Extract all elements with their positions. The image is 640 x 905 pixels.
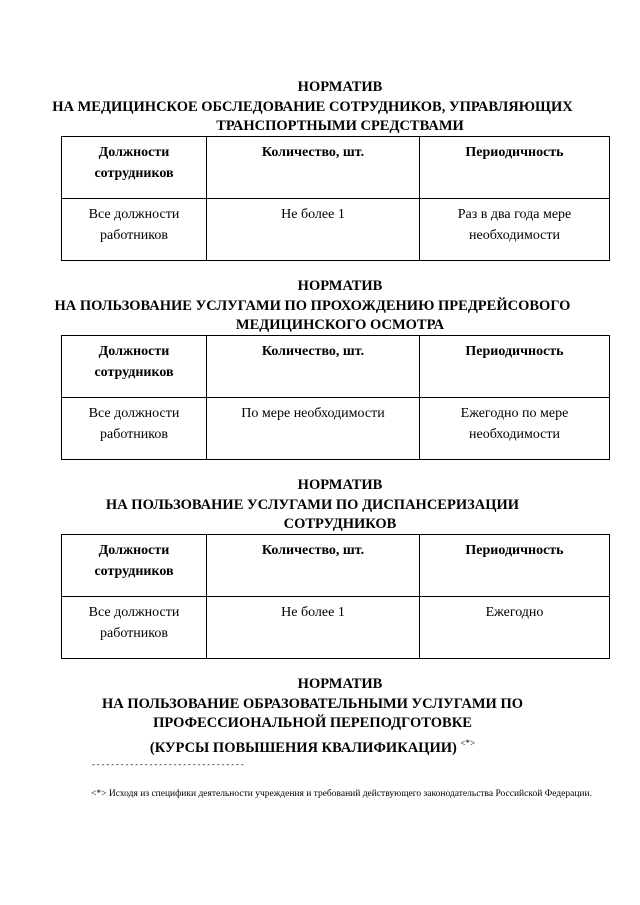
cell-quantity: По мере необходимости xyxy=(207,398,420,460)
section-3-title-line-3: СОТРУДНИКОВ xyxy=(283,516,397,532)
header-quantity: Количество, шт. xyxy=(207,137,420,199)
footnote-reference[interactable]: <*> xyxy=(460,737,476,748)
section-4-title-line-2: НА ПОЛЬЗОВАНИЕ ОБРАЗОВАТЕЛЬНЫМИ УСЛУГАМИ ПО xyxy=(101,695,524,712)
section-1-title-line-2: НА МЕДИЦИНСКОЕ ОБСЛЕДОВАНИЕ СОТРУДНИКОВ, УПРАВЛЯЮЩИХ xyxy=(52,98,573,115)
cell-positions: Все должности работников xyxy=(62,597,207,659)
section-3-heading xyxy=(40,476,640,535)
section-1-title-line-1: НОРМАТИВ xyxy=(297,79,383,95)
section-2-title-line-1: НОРМАТИВ xyxy=(297,278,383,294)
cell-periodicity: Ежегодно xyxy=(420,597,610,659)
section-2-title-line-2: НА ПОЛЬЗОВАНИЕ УСЛУГАМИ ПО ПРОХОЖДЕНИЮ ПРЕДРЕЙСОВОГО xyxy=(54,297,571,314)
header-positions: Должности сотрудников xyxy=(62,336,207,398)
section-4-title-line-3: ПРОФЕССИОНАЛЬНОЙ ПЕРЕПОДГОТОВКЕ xyxy=(153,715,472,731)
section-1-title-line-3: ТРАНСПОРТНЫМИ СРЕДСТВАМИ xyxy=(216,118,464,134)
header-positions: Должности сотрудников xyxy=(62,535,207,597)
cell-quantity: Не более 1 xyxy=(207,199,420,261)
header-periodicity: Периодичность xyxy=(420,535,610,597)
cell-positions: Все должности работников xyxy=(62,199,207,261)
section-3-title-line-2: НА ПОЛЬЗОВАНИЕ УСЛУГАМИ ПО ДИСПАНСЕРИЗАЦИИ xyxy=(105,496,520,513)
section-4-title-line-1: НОРМАТИВ xyxy=(297,676,383,692)
section-2-heading xyxy=(40,277,640,336)
header-positions: Должности сотрудников xyxy=(62,137,207,199)
table-header-row xyxy=(62,137,610,199)
section-4-title-line-4 xyxy=(0,734,640,758)
table-row xyxy=(62,398,610,460)
footnote-separator: -------------------------------- xyxy=(91,761,245,770)
cell-positions: Все должности работников xyxy=(62,398,207,460)
section-1-table xyxy=(61,136,610,261)
section-1-heading xyxy=(40,78,640,137)
header-periodicity: Периодичность xyxy=(420,336,610,398)
header-quantity: Количество, шт. xyxy=(207,336,420,398)
table-row xyxy=(62,199,610,261)
table-row xyxy=(62,597,610,659)
footnote-text: <*> Исходя из специфики деятельности учреждения и требований действующего законодательства Российской Федерации. xyxy=(91,789,592,799)
cell-periodicity: Ежегодно по мере необходимости xyxy=(420,398,610,460)
cell-quantity: Не более 1 xyxy=(207,597,420,659)
section-2-table xyxy=(61,335,610,460)
header-periodicity: Периодичность xyxy=(420,137,610,199)
section-4-title-text: (КУРСЫ ПОВЫШЕНИЯ КВАЛИФИКАЦИИ) xyxy=(149,739,457,756)
section-2-title-line-3: МЕДИЦИНСКОГО ОСМОТРА xyxy=(235,317,445,333)
cell-periodicity: Раз в два года мере необходимости xyxy=(420,199,610,261)
table-header-row xyxy=(62,336,610,398)
section-4-heading xyxy=(40,675,640,758)
section-3-table xyxy=(61,534,610,659)
header-quantity: Количество, шт. xyxy=(207,535,420,597)
table-header-row xyxy=(62,535,610,597)
section-3-title-line-1: НОРМАТИВ xyxy=(297,477,383,493)
